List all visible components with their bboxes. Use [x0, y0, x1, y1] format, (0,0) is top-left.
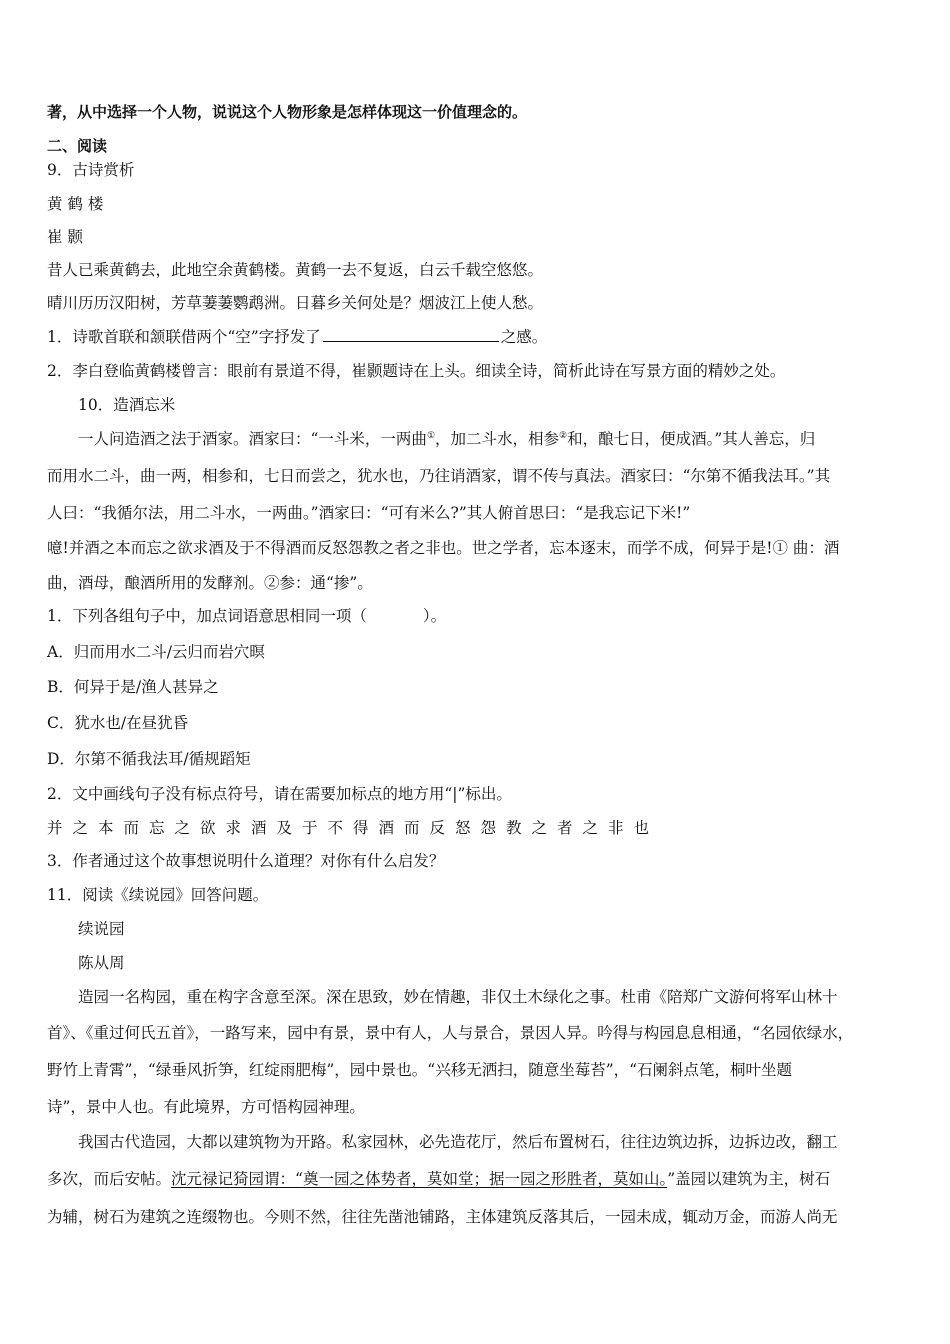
q10-para-line-4: 噫!并酒之本而忘之欲求酒及于不得酒而反怒怨教之者之非也。世之学者，忘本逐末，而学不成，何异于是!① 曲：酒 [47, 539, 840, 557]
intro-line: 著，从中选择一个人物，说说这个人物形象是怎样体现这一价值理念的。 [47, 103, 528, 121]
poem-line-2: 晴川历历汉阳树，芳草萋萋鹦鹉洲。日暮乡关何处是？烟波江上使人愁。 [47, 294, 544, 312]
q10-para-line-1a: 一人问造酒之法于酒家。酒家曰：“一斗米，一两曲 [78, 430, 427, 448]
q9-title: 9．古诗赏析 [47, 161, 135, 179]
article-p2-line-2a: 多次，而后安帖。 [47, 1170, 172, 1188]
q10-para-line-1b: ，加二斗水，相参 [435, 430, 560, 448]
article-author: 陈从周 [78, 954, 125, 972]
underlined-sentence: 沈元禄记猗园谓：“奠一园之体势者，莫如堂；据一园之形胜者，莫如山。 [171, 1170, 668, 1188]
q10-para-line-1 [78, 428, 815, 450]
q10-para-line-5: 曲，酒母，酿酒所用的发酵剂。②参：通“掺”。 [47, 574, 373, 592]
q9-sub2: 2．李白登临黄鹤楼曾言：眼前有景道不得，崔颢题诗在上头。细读全诗，简析此诗在写景方面的精妙之处。 [47, 362, 786, 380]
article-p2-line-1: 我国古代造园，大都以建筑物为开路。私家园林，必先造花厅，然后布置树石，往往边筑边拆，边拆边改，翻工 [78, 1133, 838, 1151]
unpunctuated-sentence: 并之本而忘之欲求酒及于不得酒而反怒怨教之者之非也 [47, 819, 660, 837]
answer-blank[interactable] [323, 326, 499, 342]
q9-sub1-before: 1．诗歌首联和颔联借两个“空”字抒发了 [47, 328, 321, 346]
section-heading-reading: 二、阅读 [47, 137, 108, 155]
q10-para-line-3: 人曰：“我循尔法，用二斗水，一两曲。”酒家曰：“可有米么?”其人俯首思曰：“是我忘记下米!” [47, 504, 691, 522]
article-p2-line-3: 为辅，树石为建筑之连缀物也。今则不然，往往先凿池铺路，主体建筑反落其后，一园未成，辄动万金，而游人尚无 [47, 1208, 838, 1226]
note-mark-1: ① [426, 431, 436, 441]
q10-sub3: 3．作者通过这个故事想说明什么道理？对你有什么启发？ [47, 852, 445, 870]
q10-para-line-1c: 和，酿七日，便成酒。”其人善忘，归 [567, 430, 816, 448]
option-b: B．何异于是/渔人甚异之 [47, 678, 219, 696]
article-p1-line-1: 造园一名构园，重在构字含意至深。深在思致，妙在情趣，非仅土木绿化之事。杜甫《陪郑广文游何将军山林十 [78, 988, 838, 1006]
q11-title: 11．阅读《续说园》回答问题。 [47, 886, 269, 904]
option-d: D．尔第不循我法耳/循规蹈矩 [47, 750, 251, 768]
q10-title: 10．造酒忘米 [78, 396, 176, 414]
q10-sub2: 2．文中画线句子没有标点符号，请在需要加标点的地方用“|”标出。 [47, 785, 512, 803]
q9-sub1-after: 之感。 [500, 328, 548, 346]
q10-para-line-2: 而用水二斗，曲一两，相参和，七日而尝之，犹水也，乃往诮酒家，谓不传与真法。酒家曰：“尔第不循我法耳。”其 [47, 467, 831, 485]
article-p2-line-2 [47, 1168, 830, 1190]
q10-sub1-after: ）。 [422, 607, 447, 625]
option-a: A．归而用水二斗/云归而岩穴暝 [47, 643, 265, 661]
article-p1-line-2: 首》、《重过何氏五首》，一路写来，园中有景，景中有人，人与景合，景因人异。吟得与构园息息相通，“名园依绿水， [47, 1024, 854, 1042]
poem-author: 崔 颢 [47, 228, 83, 246]
poem-line-1: 昔人已乘黄鹤去，此地空余黄鹤楼。黄鹤一去不复返，白云千载空悠悠。 [47, 261, 544, 279]
article-p2-line-2b: ”盖园以建筑为主，树石 [667, 1170, 831, 1188]
poem-title: 黄 鹤 楼 [47, 195, 104, 213]
article-p1-line-3: 野竹上青霄”，“绿垂风折笋，红绽雨肥梅”，园中景也。“兴移无洒扫，随意坐莓苔”，“石阑斜点笔，桐叶坐题 [47, 1061, 793, 1079]
note-mark-2: ② [559, 431, 568, 441]
option-c: C．犹水也/在昼犹昏 [47, 714, 189, 732]
article-title: 续说园 [78, 920, 125, 938]
q10-sub1 [47, 605, 446, 627]
q9-sub1 [47, 326, 547, 348]
q10-sub1-before: 1．下列各组句子中，加点词语意思相同一项（ [47, 607, 367, 625]
article-p1-line-4: 诗”，景中人也。有此境界，方可悟构园神理。 [47, 1098, 365, 1116]
